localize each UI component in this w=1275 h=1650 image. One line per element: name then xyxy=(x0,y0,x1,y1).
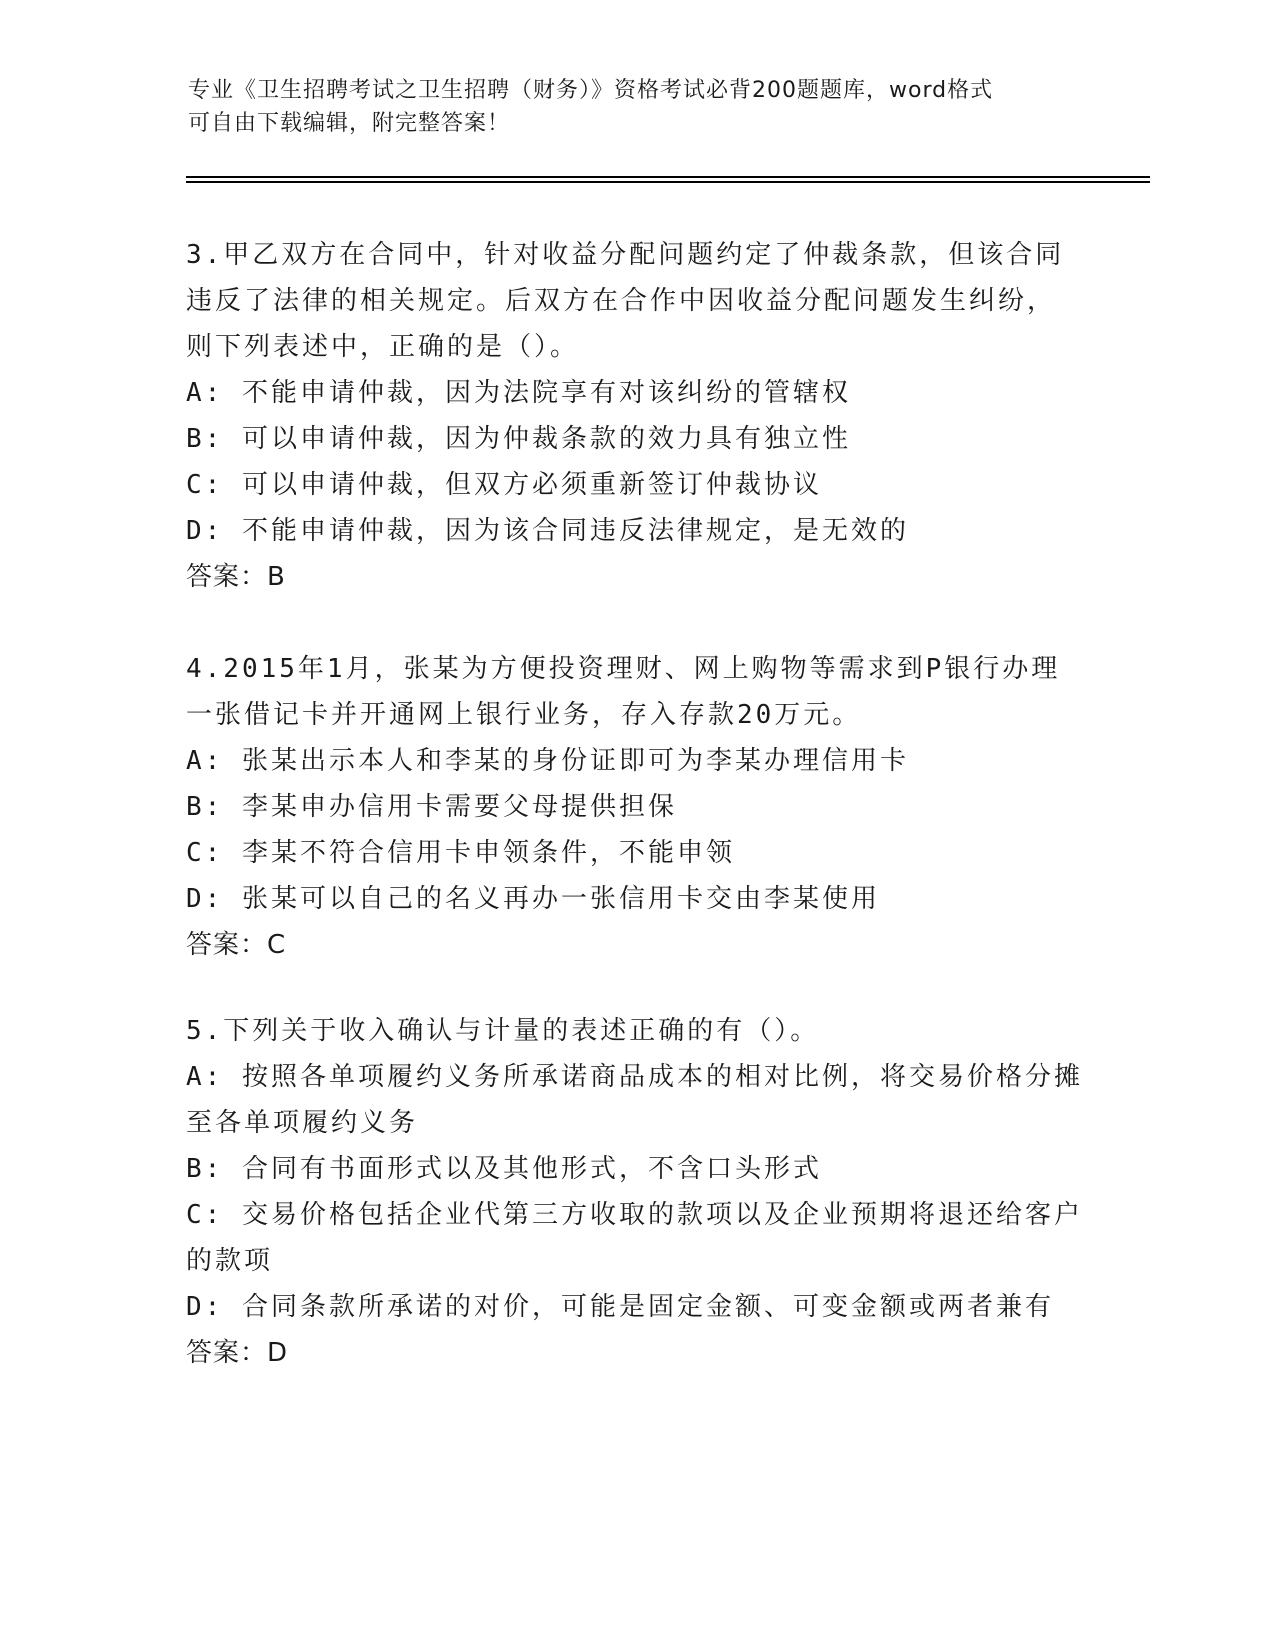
answer-label: 答案：D xyxy=(186,1338,289,1368)
header-rule-bottom xyxy=(186,181,1150,183)
option-a: A: 按照各单项履约义务所承诺商品成本的相对比例，将交易价格分摊 xyxy=(186,1062,1083,1092)
question-4 xyxy=(186,646,1086,968)
option-a: A: 张某出示本人和李某的身份证即可为李某办理信用卡 xyxy=(186,746,909,776)
question-stem-line: 违反了法律的相关规定。后双方在合作中因收益分配问题发生纠纷， xyxy=(186,286,1057,316)
header-line-1: 专业《卫生招聘考试之卫生招聘（财务）》资格考试必背200题题库，word格式 xyxy=(188,78,994,103)
question-stem-line: 4.2015年1月，张某为方便投资理财、网上购物等需求到P银行办理 xyxy=(186,654,1061,684)
option-a: A: 不能申请仲裁，因为法院享有对该纠纷的管辖权 xyxy=(186,378,851,408)
answer-label: 答案：C xyxy=(186,930,287,960)
header-rule-top xyxy=(186,176,1150,178)
option-d: D: 不能申请仲裁，因为该合同违反法律规定，是无效的 xyxy=(186,516,909,546)
document-header xyxy=(188,74,1088,140)
option-d: D: 合同条款所承诺的对价，可能是固定金额、可变金额或两者兼有 xyxy=(186,1292,1054,1322)
question-stem-line: 则下列表述中，正确的是（）。 xyxy=(186,332,580,362)
option-c: C: 可以申请仲裁，但双方必须重新签订仲裁协议 xyxy=(186,470,822,500)
option-c-continued: 的款项 xyxy=(186,1246,274,1276)
option-d: D: 张某可以自己的名义再办一张信用卡交由李某使用 xyxy=(186,884,880,914)
answer-label: 答案：B xyxy=(186,562,286,592)
question-5 xyxy=(186,1008,1086,1376)
option-b: B: 合同有书面形式以及其他形式，不含口头形式 xyxy=(186,1154,822,1184)
question-3 xyxy=(186,232,1086,600)
option-a-continued: 至各单项履约义务 xyxy=(186,1108,419,1138)
header-line-2: 可自由下载编辑，附完整答案！ xyxy=(188,111,511,136)
question-stem-line: 3.甲乙双方在合同中，针对收益分配问题约定了仲裁条款，但该合同 xyxy=(186,240,1065,270)
option-b: B: 可以申请仲裁，因为仲裁条款的效力具有独立性 xyxy=(186,424,851,454)
question-stem-line: 一张借记卡并开通网上银行业务，存入存款20万元。 xyxy=(186,700,862,730)
option-b: B: 李某申办信用卡需要父母提供担保 xyxy=(186,792,677,822)
question-stem-line: 5.下列关于收入确认与计量的表述正确的有（）。 xyxy=(186,1016,820,1046)
option-c: C: 李某不符合信用卡申领条件，不能申领 xyxy=(186,838,735,868)
option-c: C: 交易价格包括企业代第三方收取的款项以及企业预期将退还给客户 xyxy=(186,1200,1083,1230)
